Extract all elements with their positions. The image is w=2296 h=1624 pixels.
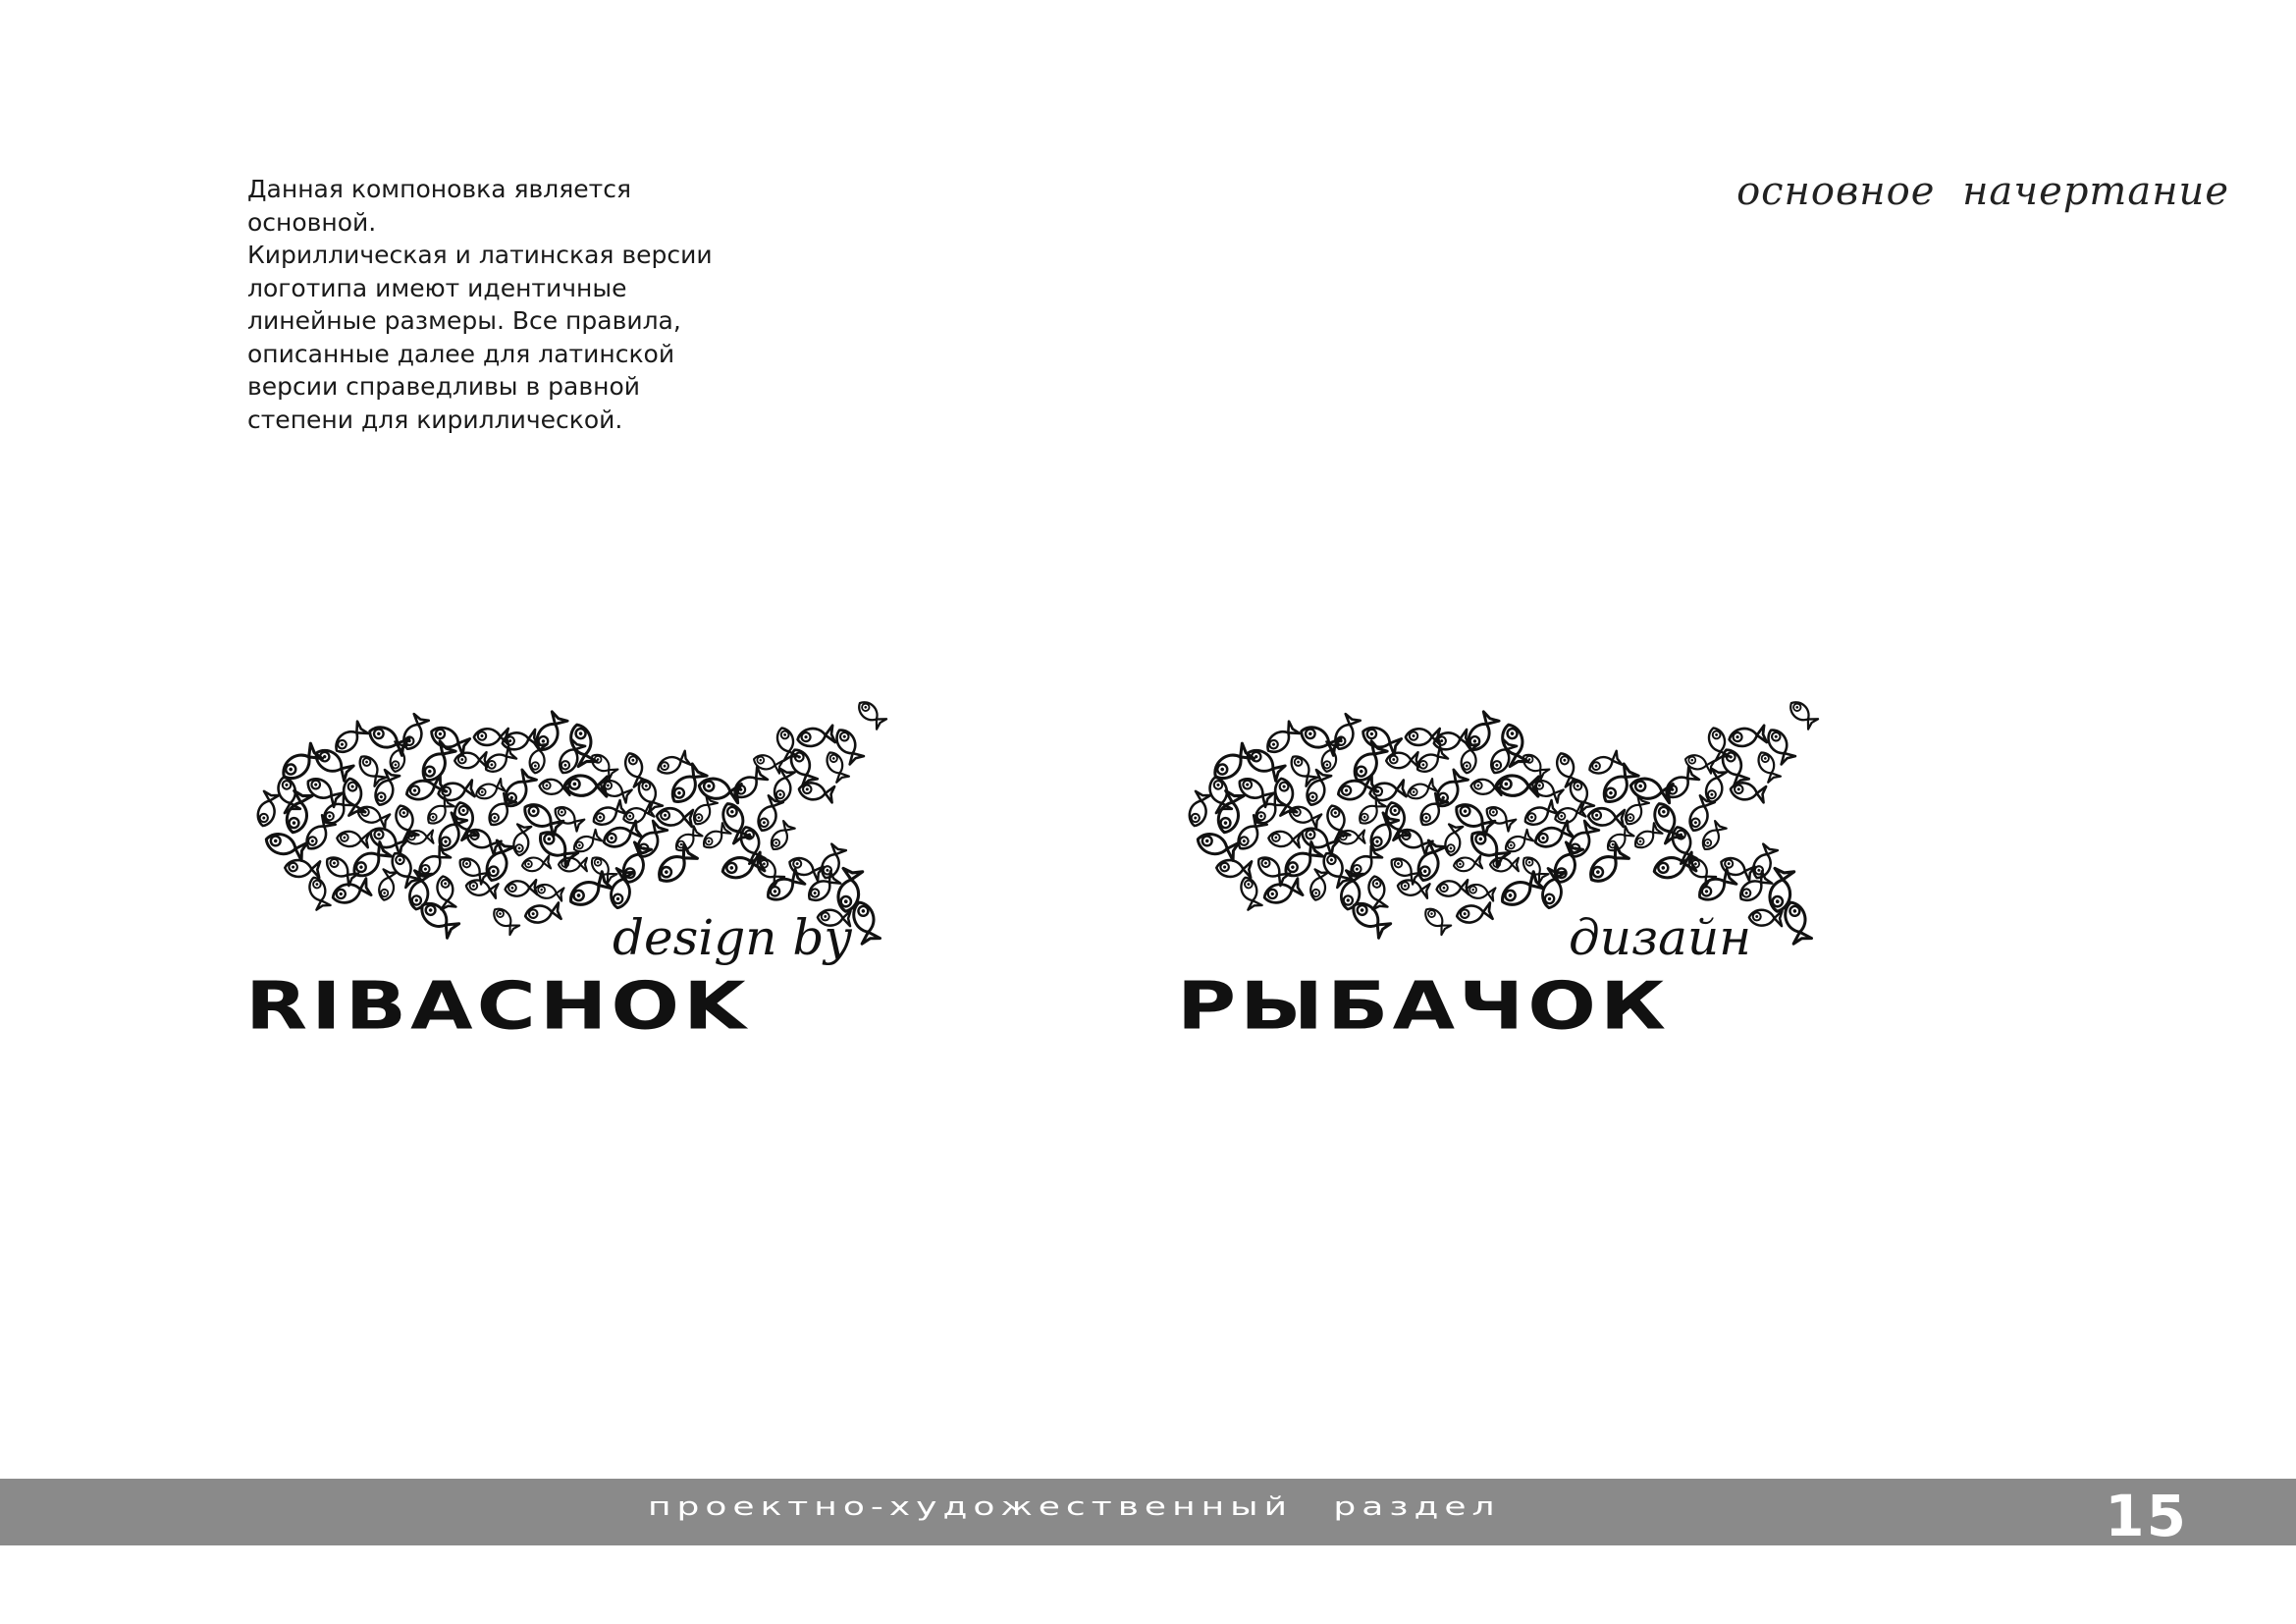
mini-fish-icon	[621, 803, 654, 826]
intro-line: Данная компоновка является	[247, 175, 632, 203]
logo-tagline: design by	[613, 909, 852, 966]
mini-fish-icon	[1520, 751, 1550, 780]
mini-fish-icon	[1787, 698, 1818, 730]
mini-fish-icon	[521, 855, 551, 872]
mini-fish-icon	[1522, 800, 1558, 829]
mini-fish-icon	[505, 880, 537, 897]
mini-fish-icon	[337, 831, 369, 847]
mini-fish-icon	[690, 795, 718, 828]
mini-fish-icon	[1503, 830, 1534, 855]
mini-fish-icon	[772, 769, 795, 804]
mini-fish-icon	[1368, 780, 1406, 802]
mini-fish-icon	[1497, 872, 1543, 910]
intro-line: основной.	[247, 207, 377, 237]
mini-fish-icon	[534, 883, 564, 901]
mini-fish-icon	[1587, 807, 1625, 827]
mini-fish-icon	[1287, 803, 1321, 828]
mini-fish-icon	[1386, 752, 1418, 769]
mini-fish-icon	[306, 875, 330, 909]
mini-fish-icon	[798, 781, 835, 802]
mini-fish-icon	[1662, 767, 1699, 802]
mini-fish-icon	[1719, 746, 1749, 786]
mini-fish-icon	[454, 752, 487, 769]
mini-fish-icon	[512, 824, 532, 856]
mini-fish-icon	[1238, 875, 1261, 909]
mini-fish-icon	[263, 831, 307, 861]
mini-fish-icon	[1268, 831, 1301, 847]
mini-fish-icon	[490, 905, 519, 936]
mini-fish-icon	[1287, 752, 1317, 786]
mini-fish-icon	[590, 800, 626, 829]
intro-text	[247, 173, 758, 436]
mini-fish-icon	[1685, 795, 1715, 834]
mini-fish-icon	[1728, 726, 1767, 748]
mini-fish-icon	[1585, 844, 1629, 888]
mini-fish-icon	[367, 824, 407, 855]
mini-fish-icon	[571, 830, 603, 855]
mini-fish-icon	[656, 751, 691, 778]
intro-line: описанные далее для латинской	[247, 339, 675, 368]
mini-fish-icon	[1622, 795, 1649, 828]
mini-fish-icon	[285, 859, 320, 878]
mini-fish-icon	[559, 858, 587, 872]
mini-fish-icon	[1490, 858, 1519, 872]
mini-fish-icon	[855, 698, 886, 730]
mini-fish-icon	[377, 869, 398, 901]
mini-fish-icon	[1308, 869, 1329, 901]
intro-line: логотипа имеют идентичные	[247, 273, 627, 302]
mini-fish-icon	[754, 795, 783, 834]
mini-fish-icon	[1553, 803, 1585, 826]
mini-fish-icon	[824, 749, 849, 783]
mini-fish-icon	[1187, 791, 1211, 828]
mini-fish-icon	[730, 767, 768, 802]
mini-fish-icon	[1421, 905, 1451, 936]
mini-fish-icon	[556, 738, 585, 776]
mini-fish-icon	[1730, 781, 1767, 802]
mini-fish-icon	[482, 746, 516, 776]
mini-fish-icon	[598, 777, 632, 803]
mini-fish-icon	[284, 790, 313, 835]
mini-fish-icon	[474, 779, 506, 801]
mini-fish-icon	[355, 803, 390, 828]
mini-fish-icon	[565, 872, 612, 910]
mini-fish-icon	[1215, 790, 1245, 835]
mini-fish-icon	[528, 742, 548, 775]
mini-fish-icon	[796, 726, 835, 748]
mini-fish-icon	[654, 844, 698, 888]
mini-fish-icon	[1587, 751, 1623, 778]
mini-fish-icon	[835, 868, 862, 913]
mini-fish-icon	[437, 780, 474, 802]
mini-fish-icon	[1444, 824, 1464, 856]
mini-fish-icon	[1195, 831, 1239, 861]
mini-fish-icon	[753, 854, 784, 887]
logo-cyrillic	[1173, 693, 1821, 1066]
intro-line: версии справедливы в равной	[247, 372, 640, 401]
mini-fish-icon	[355, 752, 386, 786]
mini-fish-icon	[1406, 779, 1437, 801]
mini-fish-icon	[1235, 774, 1274, 807]
mini-fish-icon	[1456, 902, 1493, 924]
mini-fish-icon	[1436, 880, 1468, 897]
section-title: основное начертание	[1736, 169, 2229, 214]
mini-fish-icon	[1460, 742, 1479, 775]
mini-fish-icon	[1755, 749, 1781, 783]
logo-latin	[241, 693, 889, 1066]
mini-fish-icon	[1684, 854, 1716, 887]
mini-fish-icon	[1631, 823, 1663, 851]
mini-fish-icon	[435, 875, 455, 909]
page-number: 15	[2105, 1483, 2188, 1549]
mini-fish-icon	[1767, 868, 1793, 913]
mini-fish-icon	[1466, 883, 1496, 901]
mini-fish-icon	[1703, 769, 1727, 804]
intro-line: Кириллическая и латинская версии	[247, 241, 713, 269]
mini-fish-icon	[700, 823, 731, 851]
mini-fish-icon	[1366, 875, 1387, 909]
mini-fish-icon	[1487, 738, 1517, 776]
mini-fish-icon	[1299, 824, 1339, 855]
logo-tagline: дизайн	[1569, 909, 1752, 966]
intro-line: линейные размеры. Все правила,	[247, 306, 681, 335]
logo-wordmark: RIBACHOK	[245, 968, 750, 1045]
mini-fish-icon	[787, 746, 818, 786]
mini-fish-icon	[1782, 899, 1812, 944]
mini-fish-icon	[850, 899, 881, 944]
mini-fish-icon	[331, 722, 368, 757]
mini-fish-icon	[1529, 777, 1564, 803]
footer-bar	[0, 1479, 2296, 1549]
mini-fish-icon	[1262, 722, 1300, 757]
mini-fish-icon	[1216, 859, 1252, 878]
mini-fish-icon	[524, 902, 561, 924]
mini-fish-icon	[1453, 855, 1482, 872]
mini-fish-icon	[656, 807, 693, 827]
mini-fish-icon	[255, 791, 280, 828]
intro-line: степени для кириллической.	[247, 405, 623, 434]
logo-wordmark: РЫБАЧОК	[1177, 968, 1671, 1045]
mini-fish-icon	[588, 751, 618, 780]
footer-section-label: проектно-художественный раздел	[648, 1492, 1501, 1522]
mini-fish-icon	[1414, 746, 1448, 776]
mini-fish-icon	[303, 774, 343, 807]
mini-fish-icon	[1337, 830, 1365, 844]
mini-fish-icon	[405, 830, 434, 844]
